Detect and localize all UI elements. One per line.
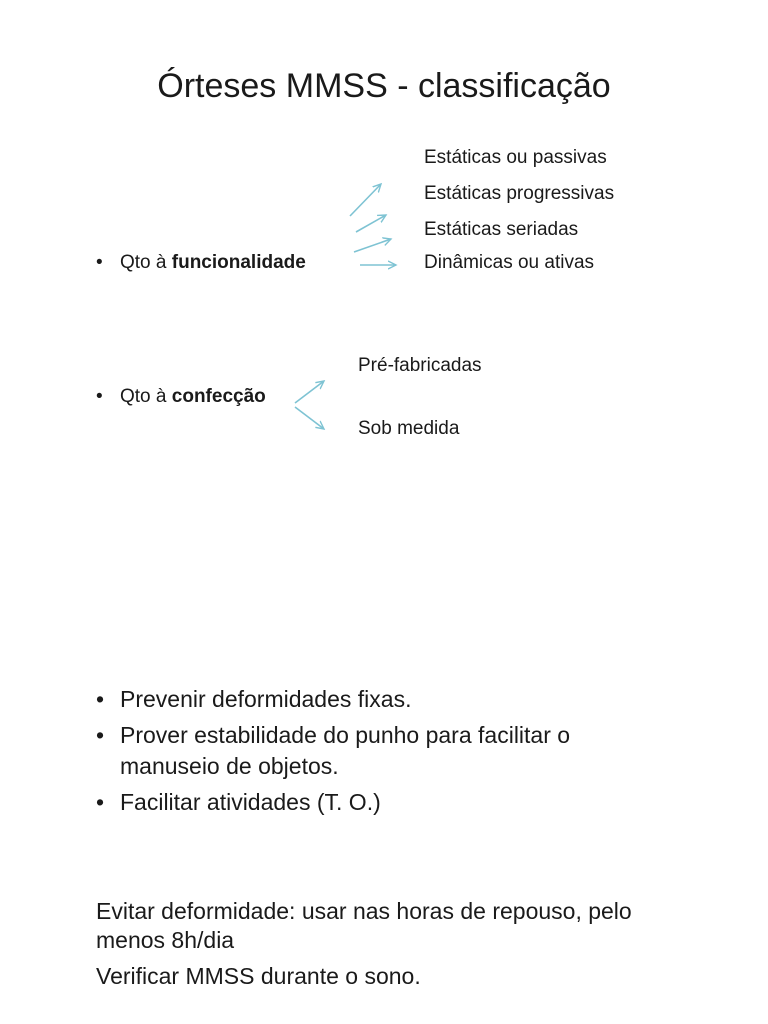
goal-text: Prevenir deformidades fixas. (120, 686, 412, 712)
bullet-dot: • (96, 252, 103, 273)
arrow-icon (295, 407, 324, 429)
bullet-dot: • (96, 789, 105, 815)
goals-list (96, 684, 656, 823)
functionality-option-2: Estáticas progressivas (424, 183, 615, 204)
functionality-prefix: Qto à (120, 252, 167, 273)
functionality-bullet (96, 251, 306, 275)
list-item (96, 787, 656, 818)
arrow-icon (354, 239, 391, 252)
confection-option-1: Pré-fabricadas (358, 355, 482, 376)
confection-bullet (96, 385, 266, 409)
functionality-option-4: Dinâmicas ou ativas (424, 252, 595, 273)
bullet-dot: • (96, 722, 105, 748)
arrow-icon (356, 215, 386, 232)
arrow-icon (350, 184, 381, 216)
bullet-dot: • (96, 686, 105, 712)
list-item (96, 720, 656, 782)
page-title: Órteses MMSS - classificação (157, 67, 611, 105)
bullet-dot: • (96, 386, 103, 407)
note-sleep: Verificar MMSS durante o sono. (96, 963, 421, 989)
functionality-option-1: Estáticas ou passivas (424, 147, 607, 168)
note-rest: Evitar deformidade: usar nas horas de repouso, pelo menos 8h/dia (96, 898, 632, 953)
functionality-keyword: funcionalidade (171, 252, 306, 273)
confection-prefix: Qto à (120, 386, 167, 407)
arrow-icon (295, 381, 324, 403)
goal-text: Facilitar atividades (T. O.) (120, 789, 381, 815)
confection-option-2: Sob medida (358, 418, 460, 439)
functionality-option-3: Estáticas seriadas (424, 219, 579, 240)
confection-keyword: confecção (171, 386, 266, 407)
list-item (96, 684, 656, 715)
goal-text: Prover estabilidade do punho para facilitar o manuseio de objetos. (120, 722, 571, 779)
